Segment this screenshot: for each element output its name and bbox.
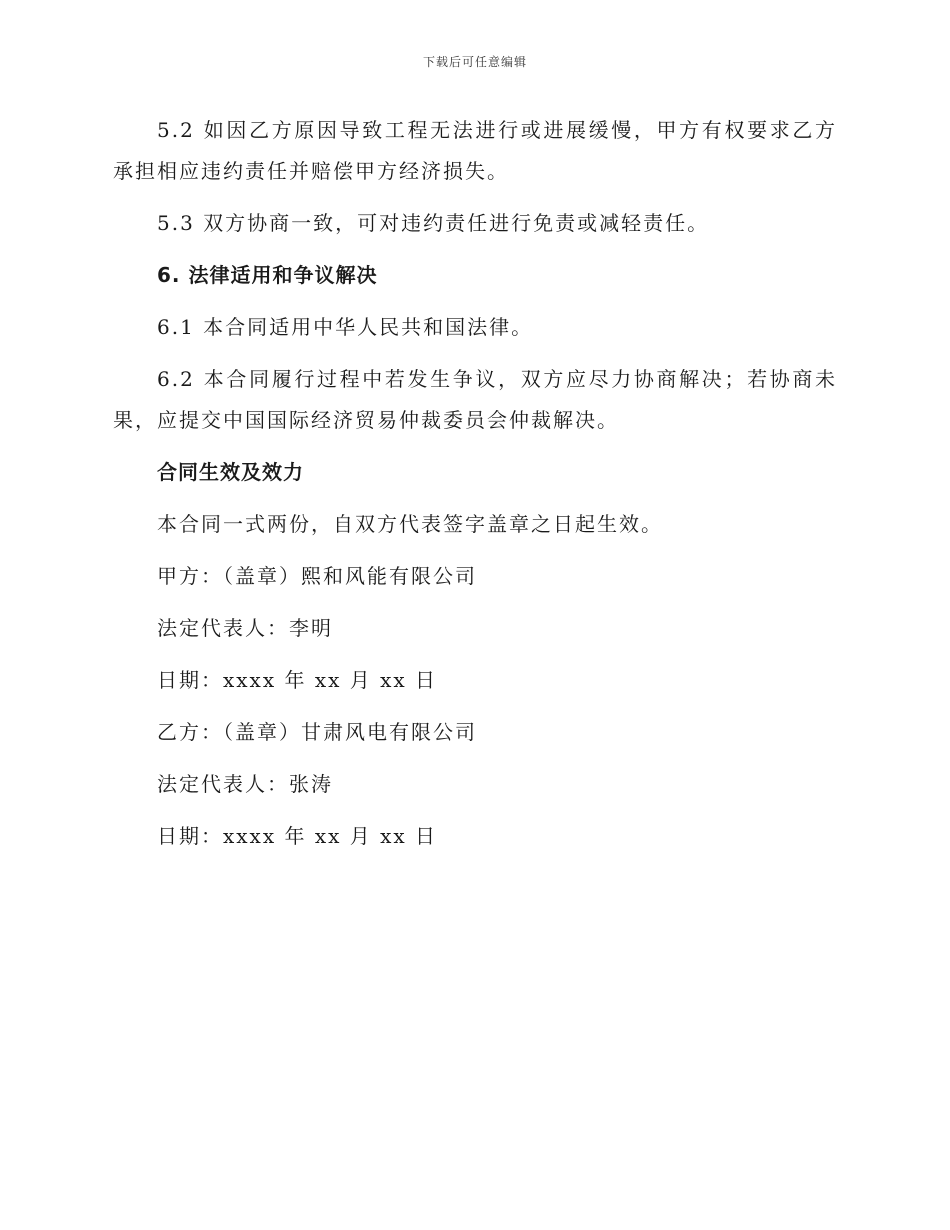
- clause-6-2: 6.2 本合同履行过程中若发生争议，双方应尽力协商解决；若协商未果，应提交中国国际经济贸易仲裁委员会仲裁解决。: [113, 367, 837, 432]
- party-b-representative: 法定代表人：张涛: [157, 772, 333, 796]
- party-a-seal: 甲方：（盖章）熙和风能有限公司: [157, 564, 477, 588]
- clause-5-3: 5.3 双方协商一致，可对违约责任进行免责或减轻责任。: [157, 211, 710, 235]
- party-b-date: 日期：xxxx 年 xx 月 xx 日: [157, 824, 438, 848]
- page-header: 下载后可任意编辑: [422, 55, 527, 69]
- party-a-date: 日期：xxxx 年 xx 月 xx 日: [157, 668, 438, 692]
- party-a-representative: 法定代表人：李明: [157, 616, 333, 640]
- clause-5-2: 5.2 如因乙方原因导致工程无法进行或进展缓慢，甲方有权要求乙方承担相应违约责任并赔偿甲方经济损失。: [113, 118, 837, 183]
- section-heading-6: 6. 法律适用和争议解决: [157, 263, 378, 287]
- effect-statement: 本合同一式两份，自双方代表签字盖章之日起生效。: [157, 512, 663, 536]
- document-body: [113, 110, 837, 868]
- party-b-seal: 乙方：（盖章）甘肃风电有限公司: [157, 720, 477, 744]
- section-heading-effect: 合同生效及效力: [157, 460, 304, 484]
- clause-6-1: 6.1 本合同适用中华人民共和国法律。: [157, 315, 534, 339]
